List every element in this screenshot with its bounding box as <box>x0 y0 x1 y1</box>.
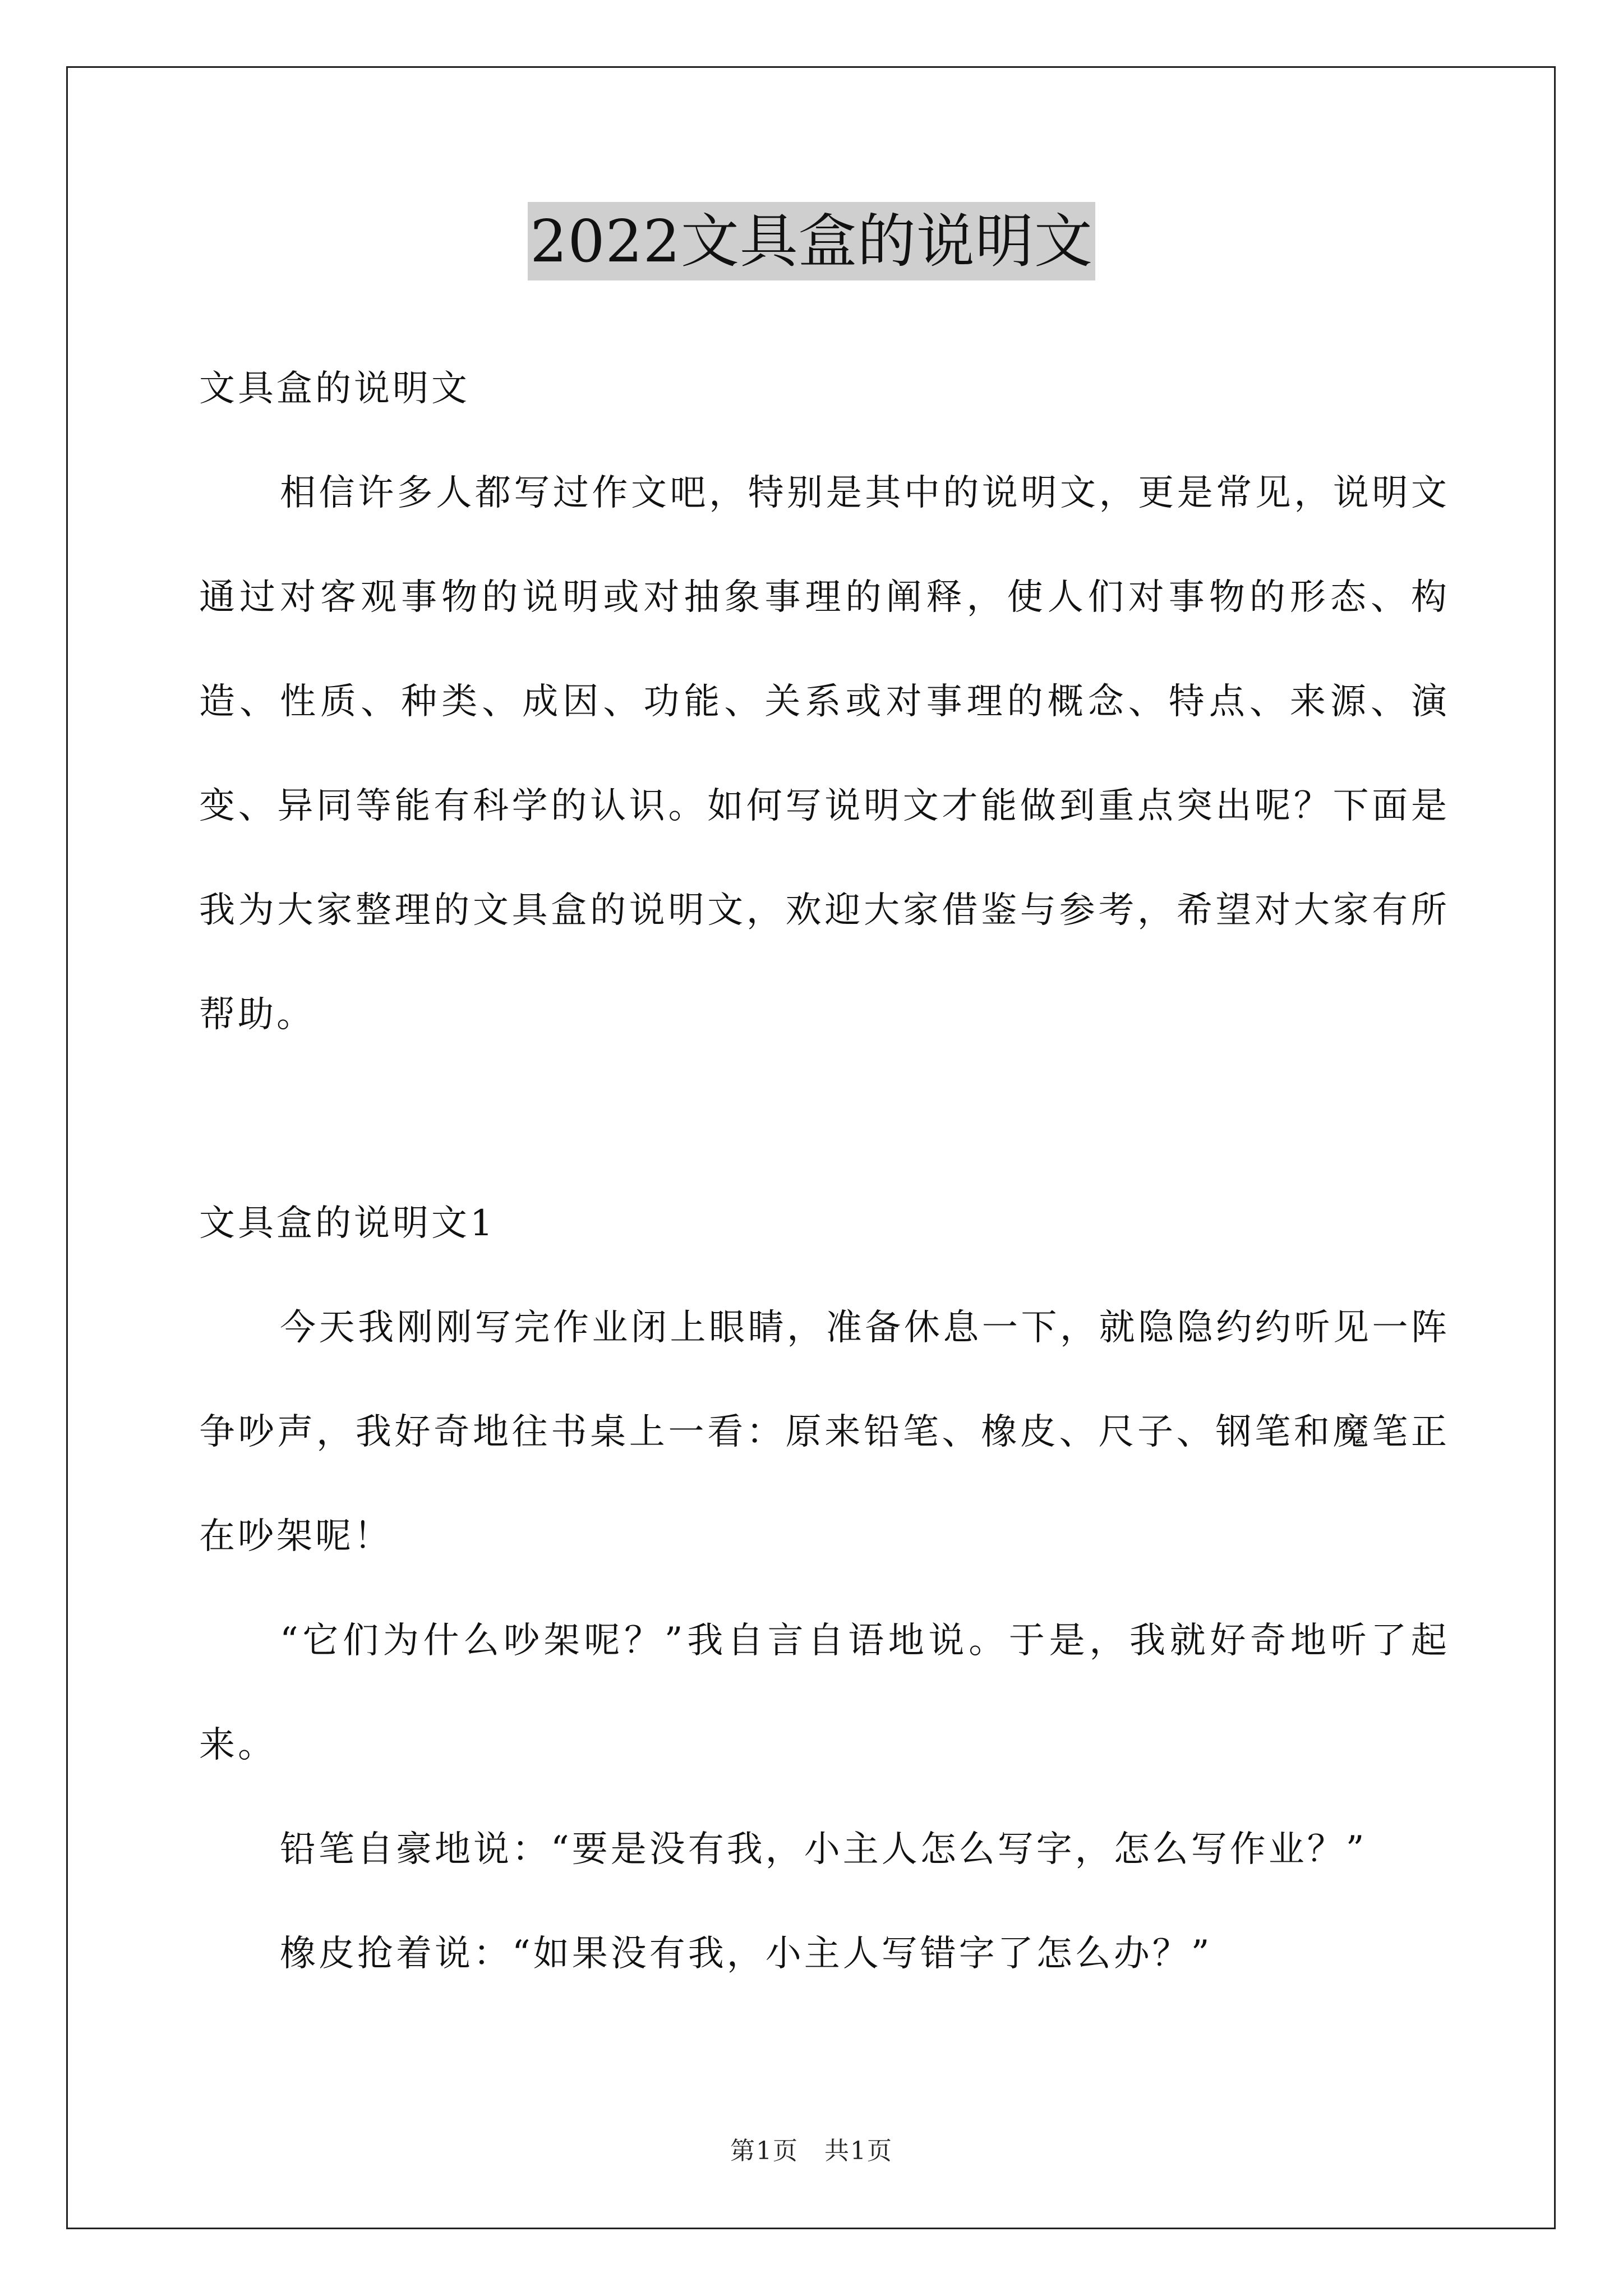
body-paragraph-1: 今天我刚刚写完作业闭上眼睛，准备休息一下，就隐隐约约听见一阵争吵声，我好奇地往书桌上一看：原来铅笔、橡皮、尺子、钢笔和魔笔正在吵架呢！ <box>199 1307 1450 1557</box>
body-paragraph-3: 铅笔自豪地说：“要是没有我，小主人怎么写字，怎么写作业？” <box>280 1829 1367 1870</box>
document-title: 2022文具盒的说明文 <box>528 202 1095 280</box>
section1-heading: 文具盒的说明文1 <box>199 1203 496 1244</box>
page-footer: 第1页 共1页 <box>730 2137 893 2165</box>
title-container <box>0 202 1623 280</box>
intro-heading: 文具盒的说明文 <box>199 368 470 409</box>
section-spacer <box>199 1067 1450 1171</box>
document-body <box>199 337 1450 2006</box>
body-paragraph-4: 橡皮抢着说：“如果没有我，小主人写错字了怎么办？” <box>280 1933 1212 1975</box>
body-paragraph-2: “它们为什么吵架呢？”我自言自语地说。于是，我就好奇地听了起来。 <box>199 1620 1450 1766</box>
intro-paragraph: 相信许多人都写过作文吧，特别是其中的说明文，更是常见，说明文通过对客观事物的说明或对抽象事理的阐释，使人们对事物的形态、构造、性质、种类、成因、功能、关系或对事理的概念、特点、来源、演变、异同等能有科学的认识。如何写说明文才能做到重点突出呢？下面是我为大家整理的文具盒的说明文，欢迎大家借鉴与参考，希望对大家有所帮助。 <box>199 472 1450 1036</box>
